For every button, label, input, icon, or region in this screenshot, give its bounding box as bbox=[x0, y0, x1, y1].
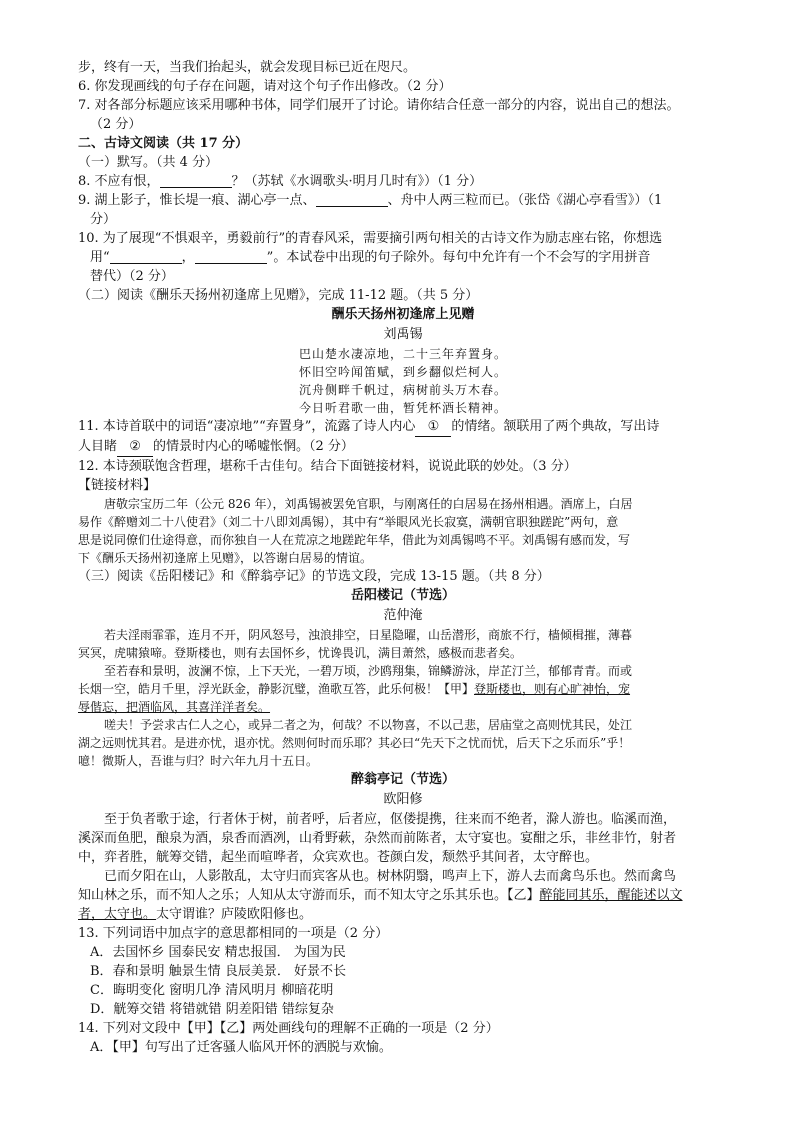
question-9: 9. 湖上影子，惟长堤一痕、湖心亭一点、 、舟中人两三粒而已。（张岱《湖心亭看雪》）（1 bbox=[78, 193, 663, 208]
passage-line: 者，太守也。太守谓谁？庐陵欧阳修也。 bbox=[78, 907, 313, 922]
passage-line: 溪深而鱼肥，酿泉为酒，泉香而酒冽，山肴野蔌，杂然而前陈者，太守宴也。宴酣之乐，非丝非竹，射者 bbox=[78, 831, 677, 846]
poem-line: 怀旧空吟闻笛赋，到乡翻似烂柯人。 bbox=[298, 365, 507, 379]
poem-author: 刘禹锡 bbox=[383, 327, 423, 342]
question-6: 6. 你发现画线的句子存在问题，请对这个句子作出修改。（2 分） bbox=[78, 79, 452, 94]
answer-blank[interactable]: ② bbox=[117, 437, 153, 457]
underlined-sentence-yi: 醉能同其乐，醒能述以文 bbox=[539, 888, 683, 903]
text-title: 岳阳楼记（节选） bbox=[350, 588, 455, 603]
passage-line: 长烟一空，皓月千里，浮光跃金，静影沉璧，渔歌互答，此乐何极！【甲】登斯楼也，则有心旷神怡，宠 bbox=[78, 682, 631, 696]
passage-line: 至若春和景明，波澜不惊，上下天光，一碧万顷，沙鸥翔集，锦鳞游泳，岸芷汀兰，郁郁青青。而或 bbox=[104, 664, 633, 678]
answer-blank[interactable] bbox=[195, 249, 267, 264]
subsection-heading: （二）阅读《酬乐天扬州初逢席上见赠》，完成 11-12 题。（共 5 分） bbox=[78, 288, 479, 303]
underlined-sentence-jia: 辱偕忘，把酒临风，其喜洋洋者矣。 bbox=[78, 700, 271, 714]
link-paragraph: 下《酬乐天扬州初逢席上见赠》，以答谢白居易的情谊。 bbox=[78, 551, 373, 565]
answer-blank[interactable] bbox=[316, 192, 388, 207]
answer-blank[interactable] bbox=[160, 173, 232, 188]
passage-line: 至于负者歌于途，行者休于树，前者呼，后者应，伛偻提携，往来而不绝者，滁人游也。临溪而渔， bbox=[104, 812, 677, 827]
passage-line: 已而夕阳在山，人影散乱，太守归而宾客从也。树林阴翳，鸣声上下，游人去而禽鸟乐也。然而禽鸟 bbox=[104, 869, 677, 884]
text-author: 范仲淹 bbox=[383, 608, 423, 623]
poem-title: 酬乐天扬州初逢席上见赠 bbox=[331, 307, 475, 322]
passage-line: 冥冥，虎啸猿啼。登斯楼也，则有去国怀乡，忧谗畏讥，满目萧然，感极而悲者矣。 bbox=[78, 646, 523, 660]
text-title: 醉翁亭记（节选） bbox=[350, 772, 455, 787]
link-paragraph: 唐敬宗宝历二年（公元 826 年），刘禹锡被罢免官职，与刚离任的白居易在扬州相遇。酒席上，白居 bbox=[104, 497, 633, 511]
text-author: 欧阳修 bbox=[383, 792, 423, 807]
option-a[interactable]: A．去国怀乡 国泰民安 精忠报国． 为国为民 bbox=[90, 945, 346, 960]
poem-line: 沉舟侧畔千帆过，病树前头万木春。 bbox=[298, 383, 507, 397]
exam-page bbox=[78, 58, 728, 1057]
subsection-heading: （三）阅读《岳阳楼记》和《醉翁亭记》的节选文段，完成 13-15 题。（共 8 分） bbox=[78, 569, 550, 584]
question-7: 7. 对各部分标题应该采用哪种书体，同学们展开了讨论。请你结合任意一部分的内容，说出自己的想法。 bbox=[78, 98, 680, 113]
passage-line bbox=[78, 698, 728, 716]
question-10-line2: 用“ ， ”。本试卷中出现的句子除外。每句中允许有一个不会写的字用拼音 bbox=[90, 250, 651, 265]
text-line: 步，终有一天，当我们抬起头，就会发现目标已近在咫尺。 bbox=[78, 60, 417, 75]
option-a[interactable]: A．【甲】句写出了迁客骚人临风开怀的洒脱与欢愉。 bbox=[90, 1040, 392, 1055]
question-11-line2: 人目睹 ② 的情景时内心的唏嘘怅惘。（2 分） bbox=[78, 437, 728, 457]
passage-line: 知山林之乐，而不知人之乐；人知从太守游而乐，而不知太守之乐其乐也。【乙】醉能同其乐，醒能述以文 bbox=[78, 888, 683, 903]
subsection-heading: （一）默写。（共 4 分） bbox=[78, 155, 219, 170]
question-10: 10. 为了展现“不惧艰辛，勇毅前行”的青春风采，需要摘引两句相关的古诗文作为励志座右铭，你想选 bbox=[78, 231, 663, 246]
question-8: 8. 不应有恨， ？（苏轼《水调歌头·明月几时有》）（1 分） bbox=[78, 174, 483, 189]
underlined-sentence-jia: 登斯楼也，则有心旷神怡，宠 bbox=[474, 682, 631, 696]
passage-line: 中，弈者胜，觥筹交错，起坐而喧哗者，众宾欢也。苍颜白发，颓然乎其间者，太守醉也。 bbox=[78, 850, 599, 865]
link-paragraph: 易作《醉赠刘二十八使君》（刘二十八即刘禹锡），其中有“举眼风光长寂寞，满朝官职独蹉跎”两句，意 bbox=[78, 515, 619, 529]
passage-line: 嗟夫！予尝求古仁人之心，或异二者之为，何哉？不以物喜，不以己悲，居庙堂之高则忧其民，处江 bbox=[104, 718, 633, 732]
link-material-heading: 【链接材料】 bbox=[78, 478, 157, 493]
question-11: 11. 本诗首联中的词语“凄凉地”“弃置身”，流露了诗人内心 ① 的情绪。颔联用了两个典故，写出诗 bbox=[78, 417, 728, 437]
answer-blank[interactable]: ① bbox=[415, 417, 451, 437]
option-b[interactable]: B．春和景明 触景生情 良辰美景． 好景不长 bbox=[90, 964, 346, 979]
option-d[interactable]: D．觥筹交错 将错就错 阴差阳错 错综复杂 bbox=[90, 1002, 334, 1017]
passage-line: 噫！微斯人，吾谁与归？时六年九月十五日。 bbox=[78, 754, 319, 768]
question-13: 13. 下列词语中加点字的意思都相同的一项是（2 分） bbox=[78, 926, 389, 941]
question-10-line3: 替代）（2 分） bbox=[90, 269, 174, 284]
question-12: 12. 本诗颈联饱含哲理，堪称千古佳句。结合下面链接材料，说说此联的妙处。（3 分） bbox=[78, 459, 577, 474]
question-14: 14. 下列对文段中【甲】【乙】两处画线句的理解不正确的一项是（2 分） bbox=[78, 1021, 499, 1036]
poem-line: 今日听君歌一曲，暂凭杯酒长精神。 bbox=[298, 401, 507, 415]
option-c[interactable]: C．晦明变化 窗明几净 清风明月 柳暗花明 bbox=[90, 983, 334, 998]
link-paragraph: 思是说同僚们仕途得意，而你独自一人在荒凉之地蹉跎年华，借此为刘禹锡鸣不平。刘禹锡有感而发，写 bbox=[78, 533, 631, 547]
question-7-score: （2 分） bbox=[90, 117, 142, 132]
section-heading: 二、古诗文阅读（共 17 分） bbox=[78, 136, 249, 151]
question-9-tail: 分） bbox=[90, 212, 117, 227]
poem-line: 巴山楚水凄凉地，二十三年弃置身。 bbox=[298, 347, 507, 361]
passage-line: 若夫淫雨霏霏，连月不开，阴风怒号，浊浪排空，日星隐曜，山岳潜形，商旅不行，樯倾楫摧，薄暮 bbox=[104, 628, 633, 642]
passage-line: 湖之远则忧其君。是进亦忧，退亦忧。然则何时而乐耶？其必曰“先天下之忧而忧，后天下之乐而乐”乎！ bbox=[78, 736, 631, 750]
underlined-sentence-yi: 者，太守也。 bbox=[78, 907, 157, 922]
answer-blank[interactable] bbox=[110, 249, 182, 264]
